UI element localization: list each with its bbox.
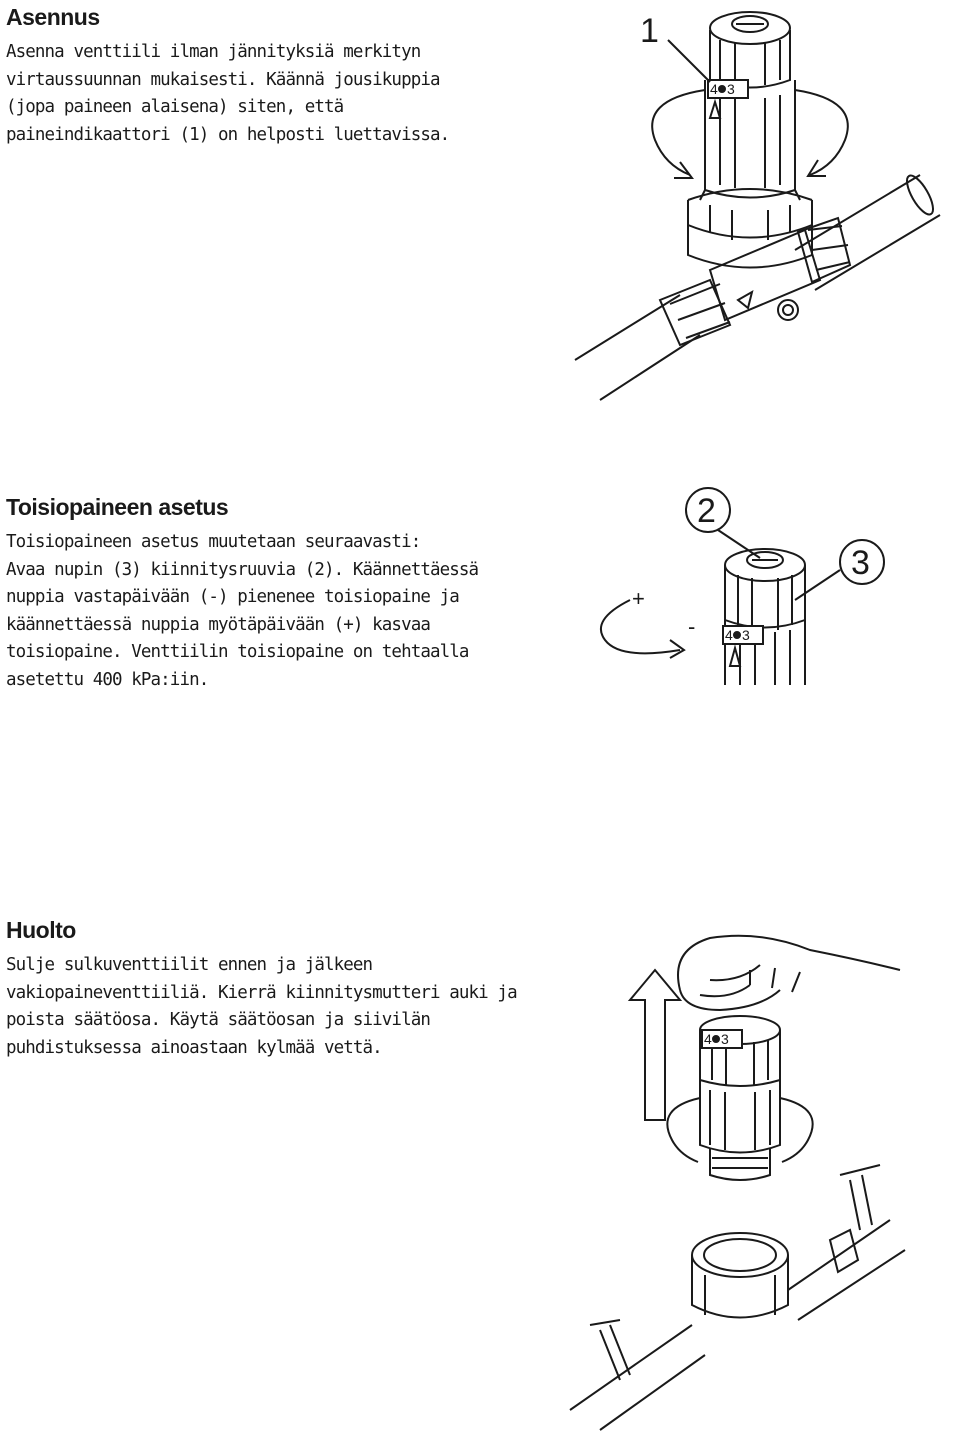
asennus-line: paineindikaattori (1) on helposti luettavissa. (6, 124, 450, 145)
paragraph-asennus (6, 39, 449, 149)
fig1-scale-left: 4 (710, 81, 718, 97)
section-asennus (6, 4, 449, 149)
sign-minus: - (688, 614, 696, 639)
paragraph-toisiopaine (6, 529, 478, 694)
toisiopaine-line: asetettu 400 kPa:iin. (6, 669, 209, 690)
fig2-scale-left: 4 (725, 627, 733, 643)
figure-cartridge-removal (560, 930, 960, 1440)
fig3-scale-left: 4 (704, 1031, 712, 1047)
sign-plus: + (632, 586, 645, 611)
toisiopaine-line: toisiopaine. Venttiilin toisiopaine on tehtaalla (6, 642, 469, 662)
huolto-line: Sulje sulkuventtiilit ennen ja jälkeen (6, 955, 373, 975)
toisiopaine-line: käännettäessä nuppia myötäpäivään (+) kasvaa (6, 614, 430, 635)
fig2-scale-right: 3 (742, 627, 750, 643)
huolto-line: vakiopaineventtiiliä. Kierrä kiinnitysmutteri auki ja (6, 982, 517, 1003)
callout-1: 1 (640, 12, 659, 50)
asennus-line: (jopa paineen alaisena) siten, että (6, 97, 344, 117)
heading-asennus: Asennus (6, 4, 100, 30)
asennus-line: virtaussuunnan mukaisesti. Käännä jousikuppia (6, 69, 440, 90)
section-toisiopaine (6, 494, 478, 694)
huolto-line: puhdistuksessa ainoastaan kylmää vettä. (6, 1037, 382, 1058)
heading-toisiopaine: Toisiopaineen asetus (6, 494, 229, 520)
paragraph-huolto (6, 952, 517, 1062)
fig3-scale-right: 3 (721, 1031, 729, 1047)
callout-2: 2 (697, 492, 716, 530)
toisiopaine-line: nuppia vastapäivään (-) pienenee toisiopaine ja (6, 587, 459, 607)
fig1-scale-right: 3 (727, 81, 735, 97)
asennus-line: Asenna venttiili ilman jännityksiä merkityn (6, 42, 421, 62)
figure-knob-adjustment (580, 480, 920, 700)
toisiopaine-line: Toisiopaineen asetus muutetaan seuraavasti: (6, 532, 421, 552)
arrow-up-icon (630, 970, 680, 1120)
callout-3: 3 (851, 544, 870, 582)
huolto-line: poista säätöosa. Käytä säätöosan ja siivilän (6, 1010, 430, 1030)
heading-huolto: Huolto (6, 917, 76, 943)
section-huolto (6, 917, 517, 1062)
toisiopaine-line: Avaa nupin (3) kiinnitysruuvia (2). Käännettäessä (6, 559, 479, 580)
figure-valve-installation (560, 0, 960, 420)
